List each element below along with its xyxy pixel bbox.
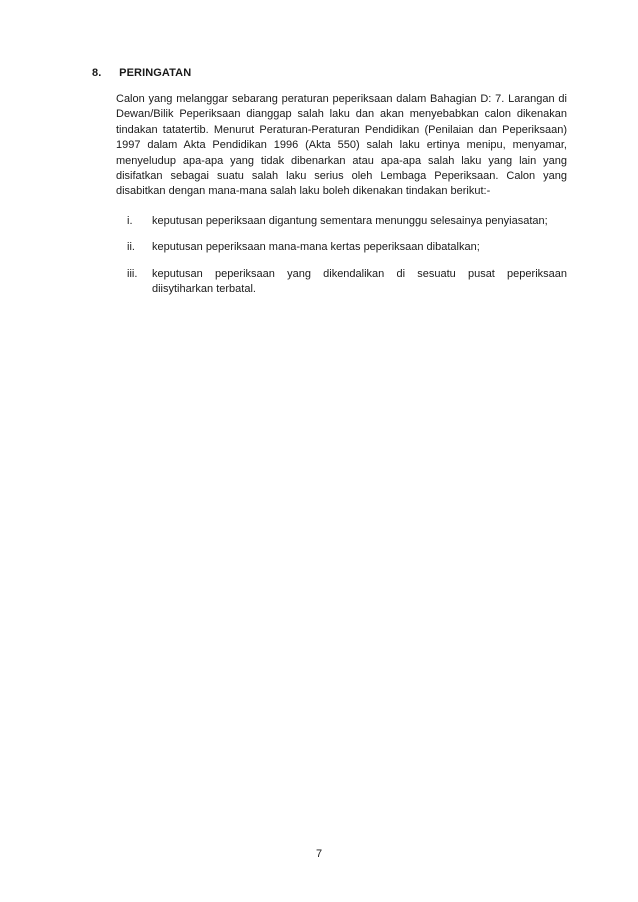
list-item	[116, 267, 567, 298]
list-marker: ii.	[127, 241, 135, 254]
penalty-list	[116, 214, 567, 309]
list-item-text: keputusan peperiksaan yang dikendalikan di sesuatu pusat peperiksaan diisytiharkan terbatal.	[152, 267, 567, 296]
section-heading	[92, 67, 191, 79]
list-marker: i.	[127, 215, 133, 227]
list-item-text: keputusan peperiksaan mana-mana kertas peperiksaan dibatalkan;	[152, 241, 480, 254]
list-item	[116, 214, 567, 229]
section-number: 8.	[92, 67, 102, 79]
list-marker: iii.	[127, 267, 138, 280]
page-number: 7	[315, 848, 323, 860]
list-item-text: keputusan peperiksaan digantung sementara menunggu selesainya penyiasatan;	[152, 215, 548, 227]
list-item	[116, 240, 567, 255]
section-title: PERINGATAN	[119, 67, 192, 79]
body-paragraph: Calon yang melanggar sebarang peraturan peperiksaan dalam Bahagian D: 7. Larangan di Dewan/Bilik Peperiksaan dianggap salah laku dan akan menyebabkan calon dikenakan tindakan tatatertib. Menurut Peraturan-Peraturan Pendidikan (Penilaian dan Peperiksaan) 1997 dalam Akta Pendidikan 1996 (Akta 550) salah laku ertinya menipu, menyamar, menyeludup apa-apa yang tidak dibenarkan atau apa-apa salah laku yang lain yang disifatkan sebagai suatu salah laku serius oleh Lembaga Peperiksaan. Calon yang disabitkan dengan mana-mana salah laku boleh dikenakan tindakan berikut:-	[116, 93, 567, 198]
